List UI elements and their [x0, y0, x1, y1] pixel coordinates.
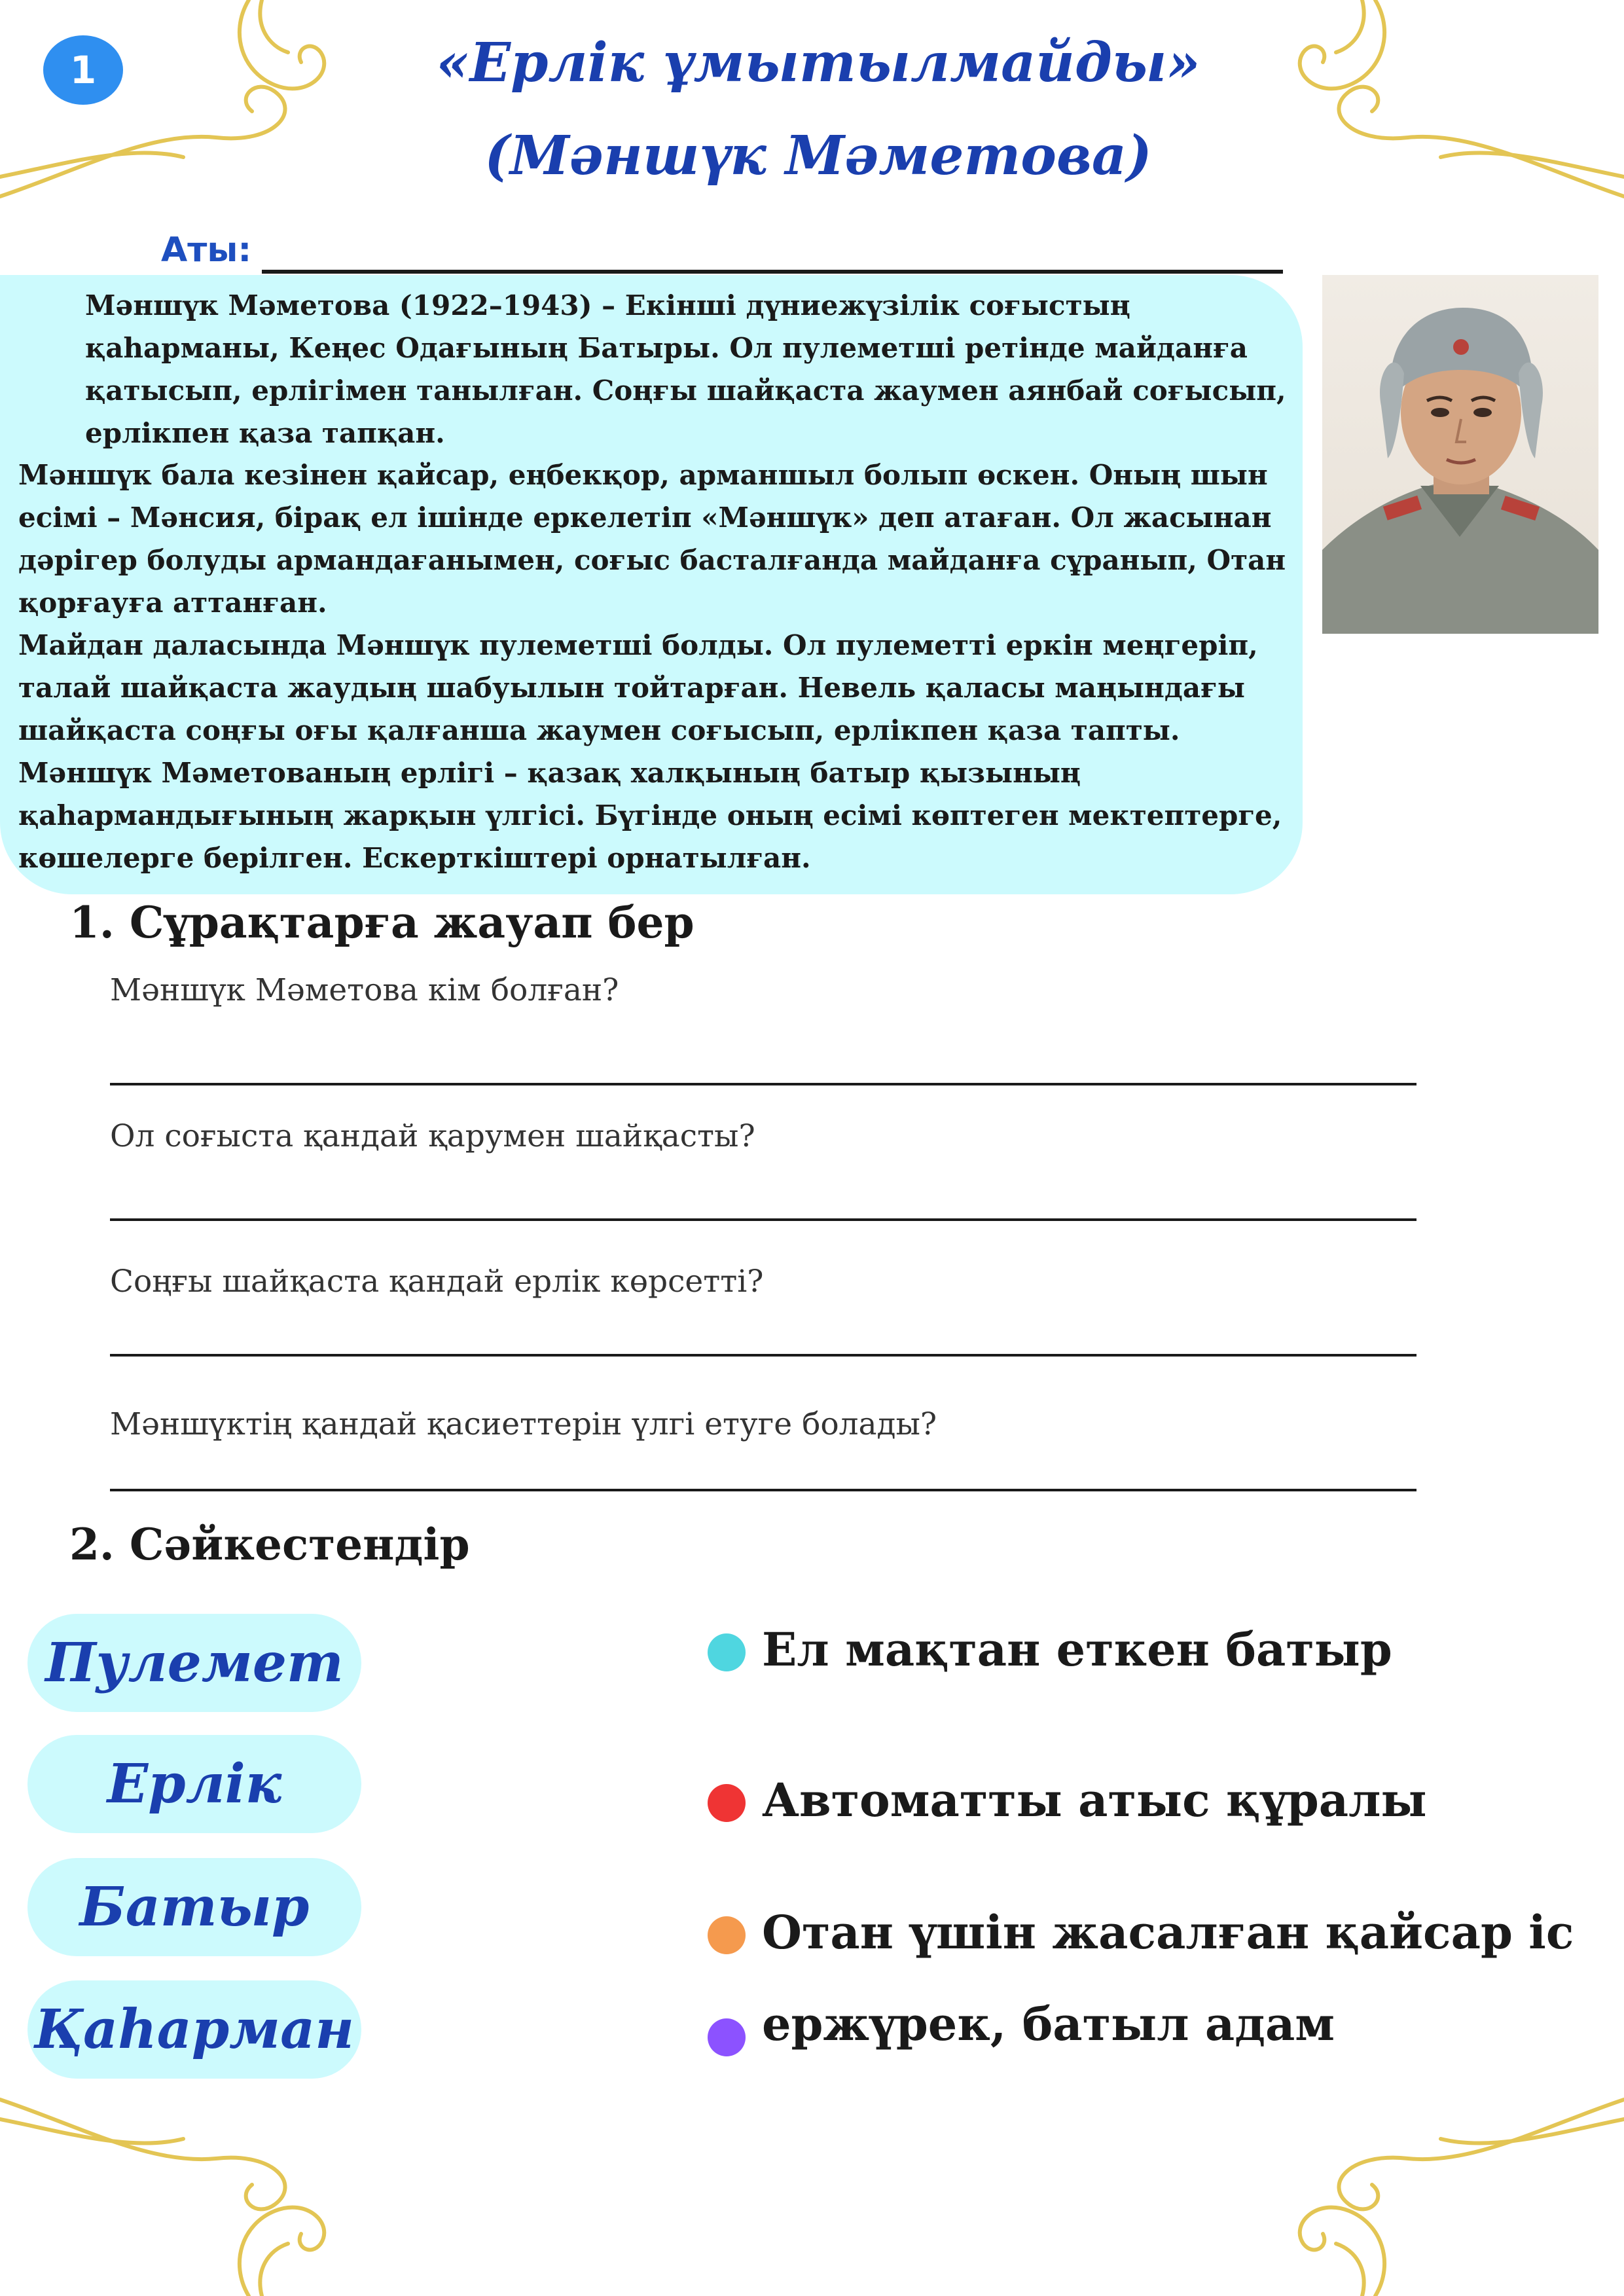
match-word-qaharman[interactable]: Қаһарман: [27, 1980, 361, 2079]
match-definition-2: Автоматты атыс құралы: [762, 1773, 1427, 1827]
answer-line-2[interactable]: [110, 1218, 1416, 1221]
match-definition-3: Отан үшін жасалған қайсар іс: [762, 1905, 1574, 1959]
page-title: «Ерлік ұмытылмайды»: [436, 31, 1200, 94]
question-3: Соңғы шайқаста қандай ерлік көрсетті?: [110, 1264, 764, 1300]
page-subtitle: (Мәншүк Мәметова): [484, 124, 1152, 187]
question-4: Мәншүктің қандай қасиеттерін үлгі етуге болады?: [110, 1406, 937, 1442]
name-label: Аты:: [161, 230, 252, 270]
info-paragraph-1: Мәншүк Мәметова (1922–1943) – Екінші дүниежүзілік соғыстың қаһарманы, Кеңес Одағының Батыры. Ол пулеметші ретінде майданға қатысып, ерлігімен танылған. Соңғы шайқаста жаумен аянбай соғысып, ерлікпен қаза тапқан.: [85, 289, 1286, 449]
match-word-batyr[interactable]: Батыр: [27, 1858, 361, 1956]
section-1-title: 1. Сұрақтарға жауап бер: [69, 897, 695, 948]
page-number-badge: 1: [43, 35, 123, 105]
match-dot-1[interactable]: [708, 1633, 746, 1671]
corner-ornament-bottom-right: [1257, 2086, 1624, 2296]
match-dot-3[interactable]: [708, 1916, 746, 1954]
answer-line-1[interactable]: [110, 1083, 1416, 1085]
corner-ornament-top-right: [1257, 0, 1624, 210]
name-answer-line[interactable]: [262, 270, 1283, 274]
match-dot-4[interactable]: [708, 2018, 746, 2056]
portrait-image: [1322, 275, 1598, 634]
info-paragraph-2: Мәншүк бала кезінен қайсар, еңбекқор, арманшыл болып өскен. Оның шын есімі – Мәнсия, бірақ ел ішінде еркелетіп «Мәншүк» деп атаған. Ол жасынан дәрігер болуды армандағанымен, соғыс басталғанда майданға сұранып, Отан қорғауға аттанған. Майдан даласында Мәншүк пулеметші болды. Ол пулеметті еркін меңгеріп, талай шайқаста жаудың шабуылын тойтарған. Невель қаласы маңындағы шайқаста соңғы оғы қалғанша жаумен соғысып, ерлікпен қаза тапты. Мәншүк Мәметованың ерлігі – қазақ халқының батыр қызының қаһармандығының жарқын үлгісі. Бүгінде оның есімі көптеген мектептерге, көшелерге берілген. Ескерткіштері орнатылған.: [18, 459, 1286, 874]
question-1: Мәншүк Мәметова кім болған?: [110, 972, 619, 1008]
match-definition-1: Ел мақтан еткен батыр: [762, 1622, 1392, 1677]
match-word-pulemet[interactable]: Пулемет: [27, 1614, 361, 1712]
match-definition-4: ержүрек, батыл адам: [762, 1997, 1335, 2051]
corner-ornament-bottom-left: [0, 2086, 367, 2296]
question-2: Ол соғыста қандай қарумен шайқасты?: [110, 1118, 755, 1154]
match-dot-2[interactable]: [708, 1784, 746, 1822]
corner-ornament-top-left: [0, 0, 367, 210]
answer-line-3[interactable]: [110, 1354, 1416, 1357]
section-2-title: 2. Сәйкестендір: [69, 1519, 470, 1570]
match-word-erlik[interactable]: Ерлік: [27, 1735, 361, 1833]
answer-line-4[interactable]: [110, 1489, 1416, 1491]
